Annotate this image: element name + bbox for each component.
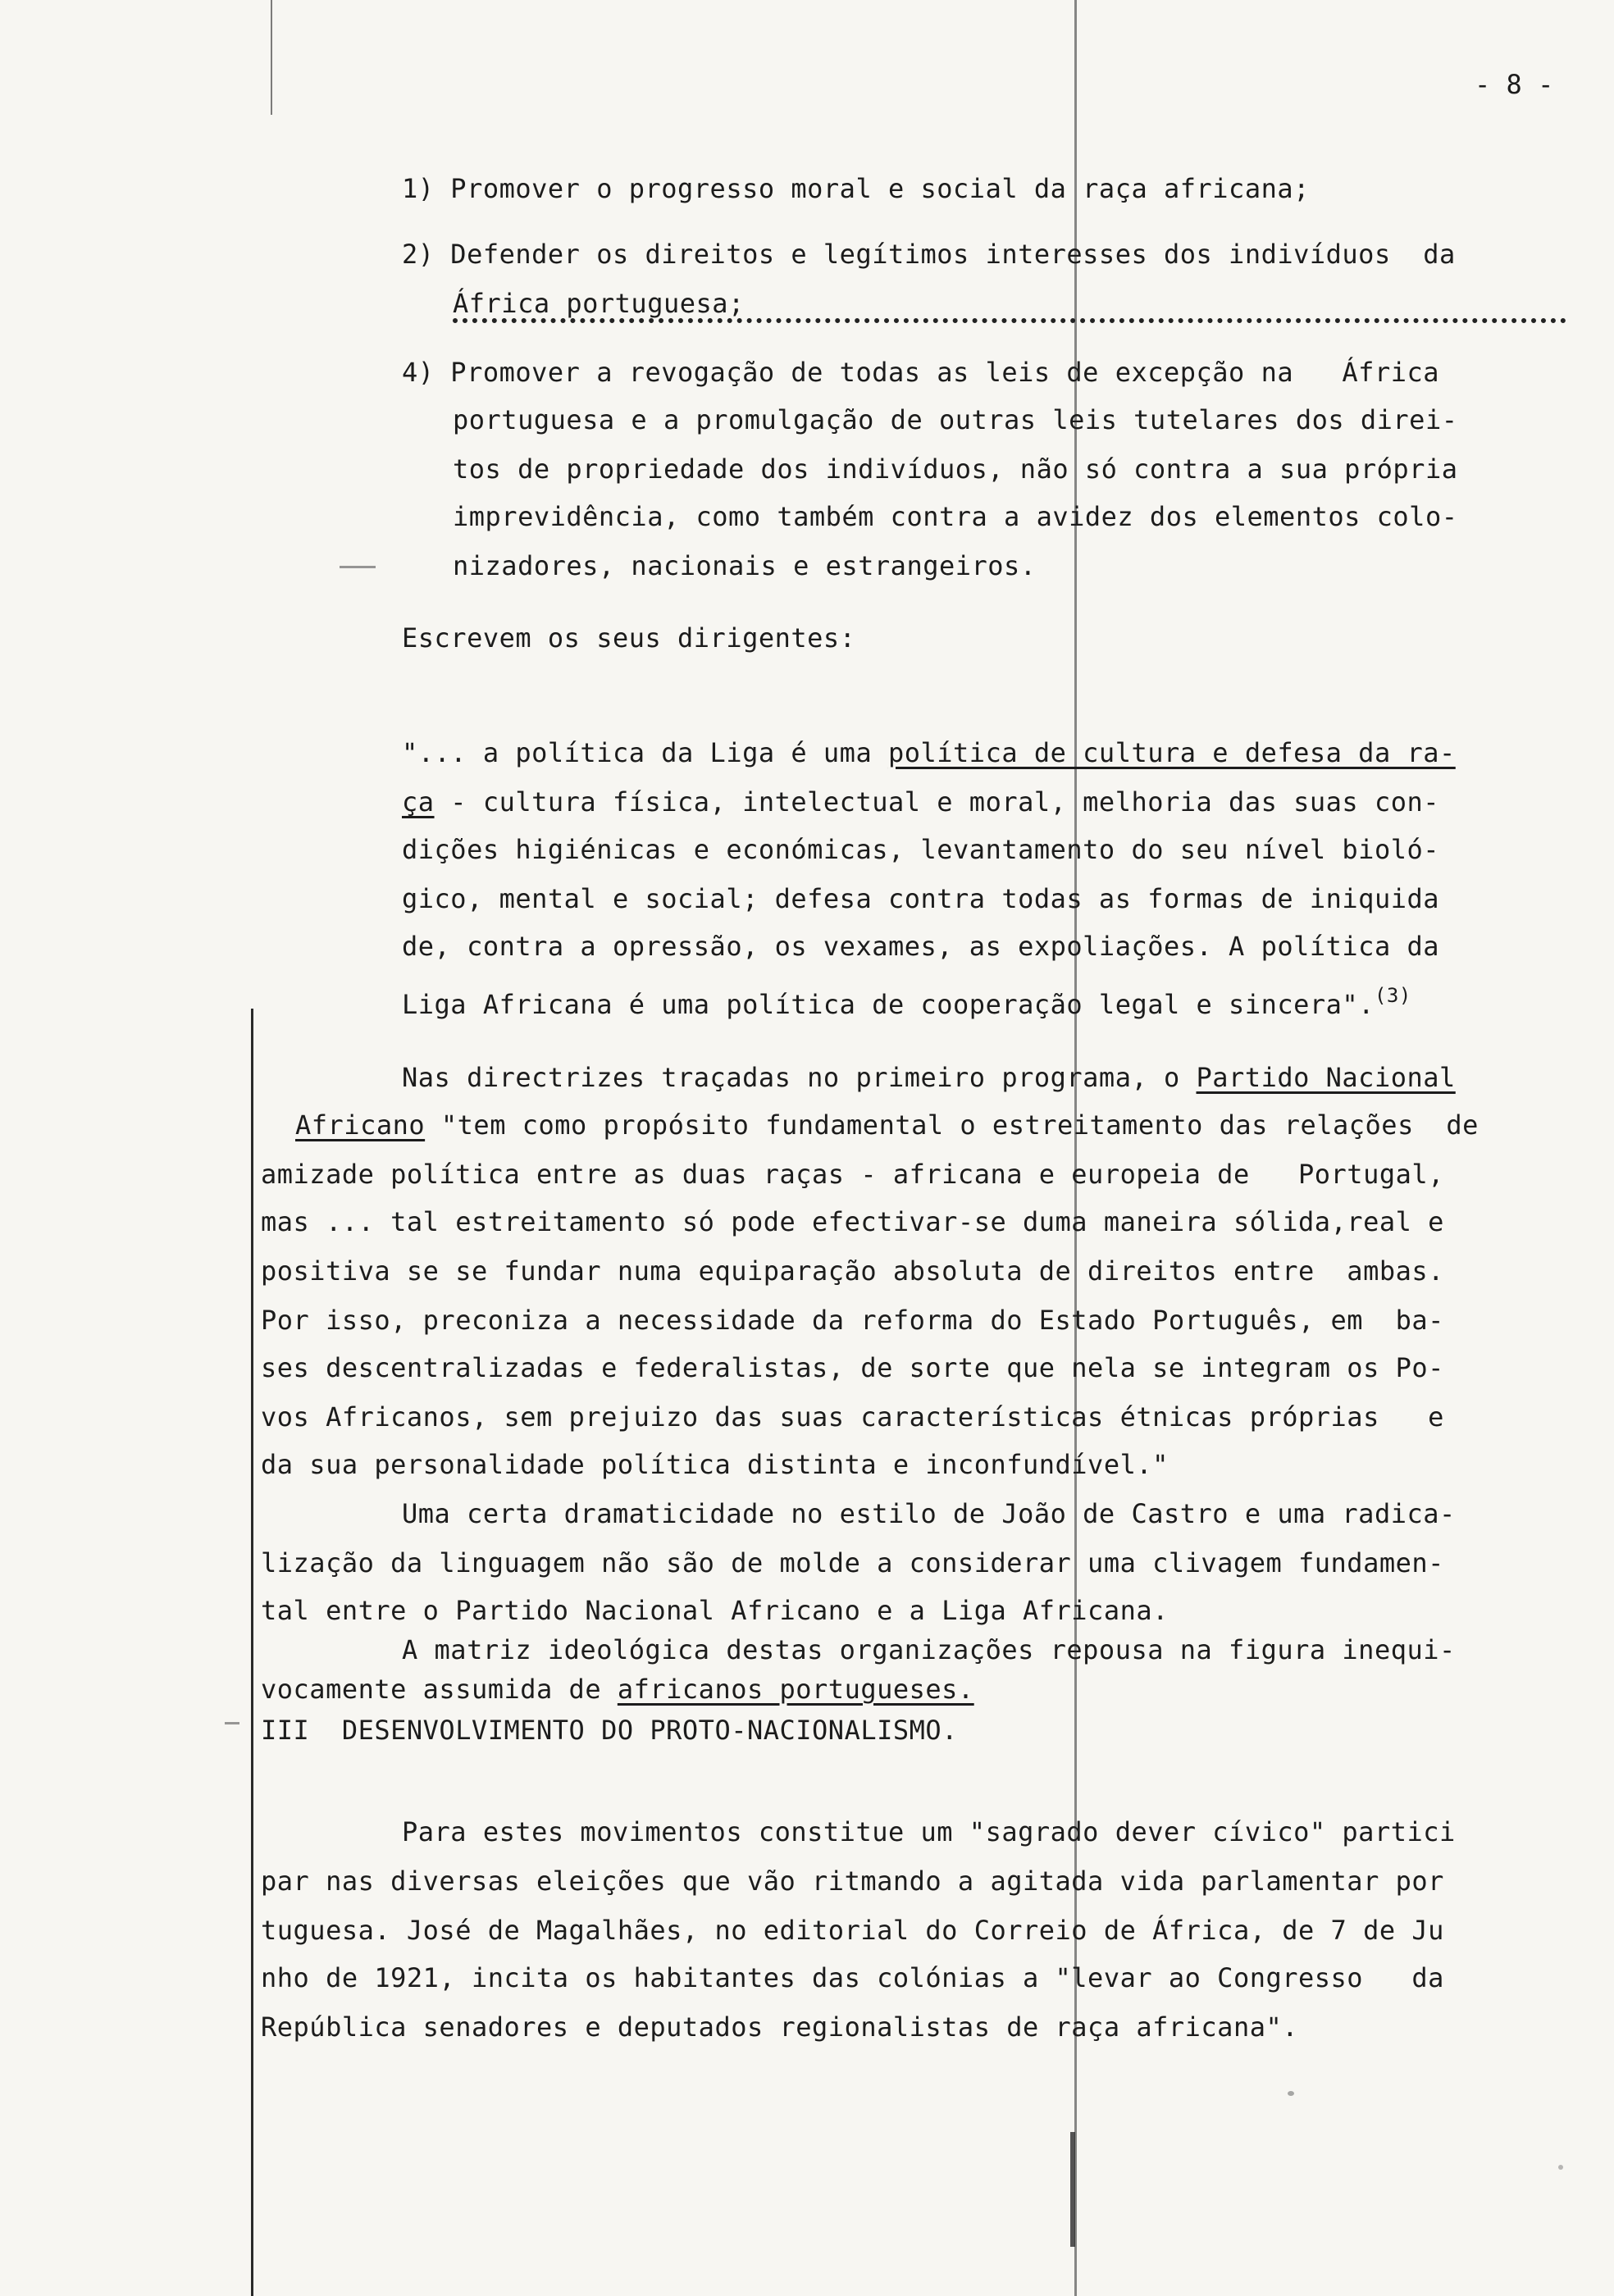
footnote-ref: (3) [1374, 984, 1411, 1007]
line-text: "tem como propósito fundamental o estreitamento das relações de [425, 1109, 1479, 1141]
line-text: amizade política entre as duas raças - africana e europeia de Portugal, [261, 1159, 1444, 1190]
underlined-text: Partido Nacional [1196, 1062, 1456, 1093]
scan-mark [225, 1722, 239, 1724]
underlined-text: africanos portugueses. [617, 1674, 974, 1705]
line-text: 1) Promover o progresso moral e social da raça africana; [402, 173, 1310, 204]
line-text: "... a política da Liga é uma [402, 737, 888, 768]
line-text: 4) Promover a revogação de todas as leis de excepção na África [402, 357, 1439, 388]
text-line [261, 2011, 1298, 2043]
text-line [402, 172, 1310, 205]
text-line [261, 1255, 1444, 1287]
line-text: gico, mental e social; defesa contra todas as formas de iniquida [402, 883, 1439, 914]
line-text: nho de 1921, incita os habitantes das colónias a "levar ao Congresso da [261, 1962, 1444, 1993]
text-line [402, 622, 855, 654]
text-line [261, 1304, 1444, 1337]
text-line [402, 882, 1439, 915]
text-line [295, 1109, 1479, 1141]
line-text: mas ... tal estreitamento só pode efectivar-se duma maneira sólida,real e [261, 1206, 1444, 1237]
text-line [261, 1961, 1444, 1994]
text-line [453, 549, 1037, 582]
text-line [453, 453, 1457, 485]
line-text: tal entre o Partido Nacional Africano e a Liga Africana. [261, 1595, 1169, 1626]
text-line [261, 1401, 1444, 1433]
scan-mark [340, 566, 376, 568]
line-text: de, contra a opressão, os vexames, as expoliações. A política da [402, 931, 1439, 962]
text-line [402, 736, 1456, 769]
line-text: Para estes movimentos constitue um "sagrado dever cívico" partici [402, 1816, 1456, 1847]
text-line [261, 1673, 974, 1706]
top-left-rule [271, 0, 272, 115]
text-line [261, 1158, 1444, 1191]
line-text: ses descentralizadas e federalistas, de sorte que nela se integram os Po- [261, 1352, 1444, 1383]
line-text: Por isso, preconiza a necessidade da reforma do Estado Português, em ba- [261, 1305, 1444, 1336]
line-text: vocamente assumida de [261, 1674, 618, 1705]
text-line [402, 1815, 1456, 1848]
text-line [402, 238, 1456, 271]
center-fold-rule-lower [1070, 2132, 1075, 2247]
underlined-text: ça [402, 786, 435, 818]
line-text: da sua personalidade política distinta e inconfundível." [261, 1449, 1169, 1480]
line-text: República senadores e deputados regionalistas de raça africana". [261, 2011, 1298, 2043]
center-fold-rule [1074, 0, 1077, 2296]
text-line [261, 1914, 1444, 1947]
text-line [402, 930, 1439, 963]
ellipsis-dotted-line [453, 318, 1566, 331]
text-line [402, 1061, 1456, 1094]
underlined-text: política de cultura e defesa da ra- [887, 737, 1456, 768]
line-text: Liga Africana é uma política de cooperação legal e sincera". [402, 989, 1375, 1020]
line-text: 2) Defender os direitos e legítimos interesses dos indivíduos da [402, 239, 1456, 270]
text-line [402, 1497, 1456, 1530]
line-text: nizadores, nacionais e estrangeiros. [453, 550, 1037, 581]
line-text: vos Africanos, sem prejuizo das suas características étnicas próprias e [261, 1401, 1444, 1433]
page-number: - 8 - [1475, 69, 1554, 100]
line-text: lização da linguagem não são de molde a considerar uma clivagem fundamen- [261, 1547, 1444, 1578]
text-line [402, 979, 1411, 1021]
scan-dot [1558, 2165, 1563, 2170]
line-text: tuguesa. José de Magalhães, no editorial do Correio de África, de 7 de Ju [261, 1915, 1444, 1946]
line-text: positiva se se fundar numa equiparação absoluta de direitos entre ambas. [261, 1255, 1444, 1287]
text-line [402, 1633, 1456, 1666]
line-text: par nas diversas eleições que vão ritmando a agitada vida parlamentar por [261, 1866, 1444, 1897]
text-line [261, 1205, 1444, 1238]
line-text: A matriz ideológica destas organizações repousa na figura inequi- [402, 1634, 1456, 1665]
text-line [261, 1547, 1444, 1579]
text-line [261, 1594, 1169, 1627]
text-line [402, 356, 1439, 389]
underlined-text: Africano [295, 1109, 426, 1141]
line-text: África portuguesa; [453, 288, 745, 319]
line-text: portuguesa e a promulgação de outras leis tutelares dos direi- [453, 404, 1458, 435]
text-line [453, 287, 745, 320]
line-text: Uma certa dramaticidade no estilo de João de Castro e uma radica- [402, 1498, 1456, 1529]
text-line [261, 1865, 1444, 1897]
scan-dot [1288, 2091, 1294, 2096]
text-line [453, 403, 1457, 436]
text-line [261, 1714, 958, 1747]
line-text: Nas directrizes traçadas no primeiro programa, o [402, 1062, 1197, 1093]
line-text: imprevidência, como também contra a avidez dos elementos colo- [453, 501, 1458, 532]
line-text: - cultura física, intelectual e moral, melhoria das suas con- [434, 786, 1439, 818]
line-text: Escrevem os seus dirigentes: [402, 622, 856, 654]
left-margin-rule [251, 1009, 253, 2296]
line-text: tos de propriedade dos indivíduos, não só contra a sua própria [453, 453, 1458, 485]
text-line [402, 786, 1439, 818]
text-line [261, 1351, 1444, 1384]
text-line [453, 500, 1457, 533]
line-text: dições higiénicas e económicas, levantamento do seu nível bioló- [402, 834, 1439, 865]
text-line [261, 1448, 1169, 1481]
text-line [402, 833, 1439, 866]
line-text: III DESENVOLVIMENTO DO PROTO-NACIONALISMO. [261, 1715, 958, 1746]
